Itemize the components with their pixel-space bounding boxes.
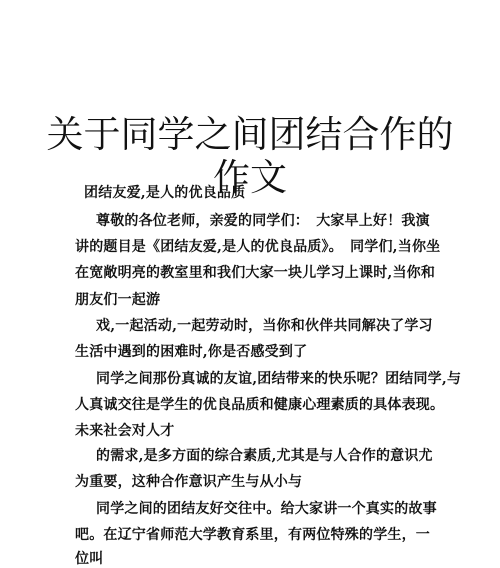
body-line: 讲的题目是《团结友爱,是人的优良品质》。 同学们,当你坐	[75, 239, 441, 255]
document-title-line-2: 作文	[213, 155, 287, 199]
body-line: 未来社会对人才	[75, 423, 175, 439]
body-line: 为重要，这种合作意识产生与从小与	[75, 474, 303, 490]
body-line: 朋友们一起游	[75, 292, 161, 308]
body-line: 同学之间那份真诚的友谊,团结带来的快乐呢？团结同学,与	[96, 371, 462, 387]
body-line: 团结友爱,是人的优良品质	[84, 185, 246, 201]
body-line: 在宽敞明亮的教室里和我们大家一块儿学习上课时,当你和	[75, 265, 436, 281]
body-line: 生活中遇到的困难时,你是否感受到了	[75, 344, 308, 360]
body-line: 位叫	[75, 551, 104, 567]
body-line: 的需求,是多方面的综合素质,尤其是与人合作的意识尤	[96, 448, 433, 464]
body-line: 尊敬的各位老师，亲爱的同学们： 大家早上好！我演	[96, 213, 430, 229]
document-title-line-1: 关于同学之间团结合作的	[46, 112, 454, 156]
body-line: 同学之间的团结友好交往中。给大家讲一个真实的故事	[96, 501, 437, 517]
body-line: 人真诚交往是学生的优良品质和健康心理素质的具体表现。	[75, 397, 445, 413]
body-line: 戏,一起活动,一起劳动时，当你和伙伴共同解决了学习	[96, 318, 433, 334]
body-line: 吧。在辽宁省师范大学教育系里，有两位特殊的学生，一	[75, 527, 430, 543]
